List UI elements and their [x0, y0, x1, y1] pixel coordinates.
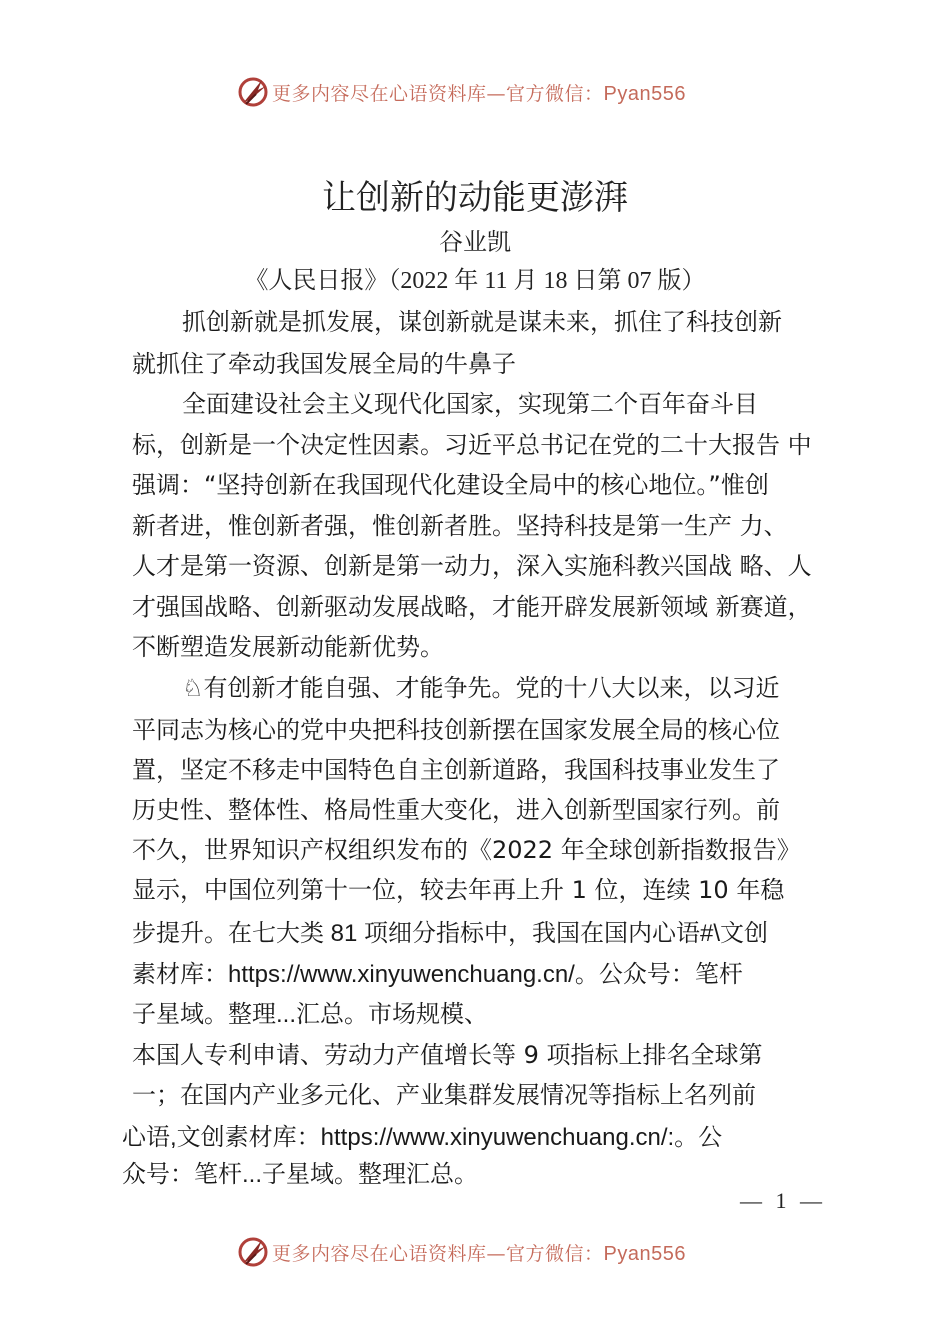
body-line: 才强国战略、创新驱动发展战略，才能开辟发展新领域 新赛道， — [132, 593, 812, 621]
banner-text: 更多内容尽在心语资料库—官方微信：Pyan556 — [272, 83, 686, 105]
body-line: 众号：笔杆...子星域。整理汇总。 — [122, 1161, 479, 1188]
body-line: 不久，世界知识产权组织发布的《2022 年全球创新指数报告》 — [132, 836, 801, 864]
body-line: 新者进，惟创新者强，惟创新者胜。坚持科技是第一生产 力、 — [132, 512, 788, 540]
quill-logo-icon — [236, 74, 270, 108]
body-line: 一；在国内产业多元化、产业集群发展情况等指标上名列前 — [132, 1081, 756, 1109]
header-banner — [0, 72, 950, 112]
page-number: — 1 — — [740, 1188, 826, 1213]
body-line: 全面建设社会主义现代化国家，实现第二个百年奋斗目 — [182, 390, 758, 418]
article-author: 谷业凯 — [439, 228, 511, 256]
body-line: 抓创新就是抓发展，谋创新就是谋未来，抓住了科技创新 — [182, 308, 782, 336]
wechat-id: Pyan556 — [603, 83, 686, 105]
banner-text: 更多内容尽在心语资料库—官方微信：Pyan556 — [272, 1243, 686, 1265]
body-line: 子星域。整理...汇总。市场规模、 — [132, 1001, 489, 1028]
body-line: 步提升。在七大类 81 项细分指标中，我国在国内心语#\文创 — [132, 920, 769, 947]
body-line: 标，创新是一个决定性因素。习近平总书记在党的二十大报告 中 — [132, 431, 812, 459]
body-line: 强调：“坚持创新在我国现代化建设全局中的核心地位。”惟创 — [132, 471, 769, 499]
wechat-id: Pyan556 — [603, 1243, 686, 1265]
body-line: ♘有创新才能自强、才能争先。党的十八大以来，以习近 — [182, 674, 780, 702]
body-line: 显示，中国位列第十一位，较去年再上升 1 位，连续 10 年稳 — [132, 876, 785, 904]
body-line: 历史性、整体性、格局性重大变化，进入创新型国家行列。前 — [132, 796, 780, 824]
body-line: 人才是第一资源、创新是第一动力，深入实施科教兴国战 略、人 — [132, 552, 812, 580]
footer-banner — [0, 1232, 950, 1272]
body-line: 置，坚定不移走中国特色自主创新道路，我国科技事业发生了 — [132, 756, 780, 784]
body-line: 本国人专利申请、劳动力产值增长等 9 项指标上排名全球第 — [132, 1041, 763, 1069]
body-line: 素材库：https://www.xinyuwenchuang.cn/。公众号：笔杆 — [132, 961, 743, 988]
body-line: 心语,文创素材库：https://www.xinyuwenchuang.cn/:。公 — [122, 1124, 723, 1151]
article-title: 让创新的动能更澎湃 — [322, 178, 628, 218]
body-line: 就抓住了牵动我国发展全局的牛鼻子 — [132, 350, 516, 378]
quill-logo-icon — [236, 1234, 270, 1268]
article-source: 《人民日报》（2022 年 11 月 18 日第 07 版） — [244, 266, 706, 294]
body-line: 平同志为核心的党中央把科技创新摆在国家发展全局的核心位 — [132, 716, 780, 744]
body-line: 不断塑造发展新动能新优势。 — [132, 633, 444, 661]
